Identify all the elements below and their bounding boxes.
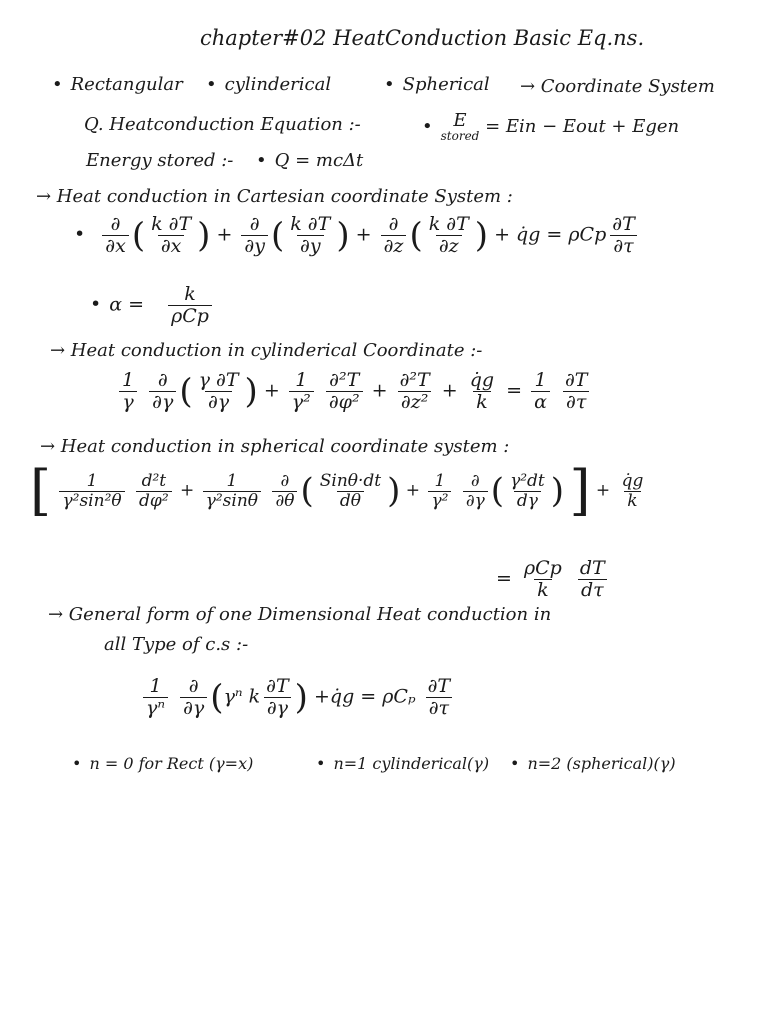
general-equation: $\frac{1}{\text{γⁿ}}$ $\frac{\partial}{\partial\gamma}$ (γⁿ k $\frac{\partial T}{\partial\gamma}$ ) +q̇g = ρCₚ $\frac{\partial T}{\partial\tau}$ xyxy=(140,676,456,719)
spherical-heading: → Heat conduction in spherical coordinate system : xyxy=(40,436,510,457)
bullet-label: Spherical xyxy=(402,74,490,95)
general-form-heading-2: all Type of c.s :- xyxy=(104,634,249,655)
e-stored: E stored xyxy=(440,110,480,143)
spherical-equation-rhs: = $\frac{\text{ρCp}}{k}$ $\frac{dT}{d\tau}$ xyxy=(496,557,605,601)
cylindrical-heading: → Heat conduction in cylinderical Coordinate :- xyxy=(50,340,483,361)
heat-conduction-question: Q. Heatconduction Equation :- xyxy=(84,114,361,135)
energy-stored-equation: • Q = mcΔt xyxy=(256,150,363,171)
n-value-sph: • n=2 (spherical)(γ) xyxy=(510,754,676,773)
n-value-rect: • n = 0 for Rect (γ=x) xyxy=(72,754,253,773)
n-value-cyl: • n=1 cylinderical(γ) xyxy=(316,754,489,773)
general-form-heading: → General form of one Dimensional Heat conduction in xyxy=(48,604,552,625)
cartesian-equation: • $\frac{\partial}{\partial x}$ ( $\frac{k \partial T}{\partial x}$ ) + $\frac{\partial}{\partial y}$ ( $\frac{k \partial T}{\partial y}$ ) + $\frac{\partial}{\partial z}$ ( $\frac{k \partial T}{\partial z}$ ) + q̇g = ρCp $\frac{\partial T}{\partial\tau}$ xyxy=(74,214,641,257)
energy-stored-label: Energy stored :- xyxy=(86,150,234,171)
thermal-diffusivity-equation: • α = $\frac{k}{\text{ρCp}}$ xyxy=(90,284,215,327)
stored-rhs: = Ein − Eout + Egen xyxy=(485,116,680,137)
bullet-label: cylinderical xyxy=(224,74,332,95)
bullet-label: Rectangular xyxy=(70,74,183,95)
cartesian-heading: → Heat conduction in Cartesian coordinate System : xyxy=(36,186,513,207)
cylindrical-equation: $\frac{1}{\gamma}$ $\frac{\partial}{\partial\gamma}$ ( $\frac{\gamma \partial T}{\partial\gamma}$ ) + $\frac{1}{\text{γ²}}$ $\frac{\text{∂²T}}{\text{∂φ²}}$ + $\frac{\text{∂²T}}{\text{∂z²}}$ + $\frac{q̇g}{k}$ = $\frac{1}{\alpha}$ $\frac{\partial T}{\partial\tau}$ xyxy=(116,370,593,413)
bullet-spherical xyxy=(384,74,490,95)
bullet-cylinderical xyxy=(206,74,331,95)
stored-energy-equation xyxy=(422,112,679,142)
page-title: chapter#02 HeatConduction Basic Eq.ns. xyxy=(200,26,645,50)
bullet-rectangular xyxy=(52,74,183,95)
spherical-equation: [ $\frac{1}{\text{γ²sin²θ}}$ $\frac{\text{d²t}}{\text{dφ²}}$ + $\frac{1}{\text{γ²sinθ}}$ $\frac{\partial}{\partial\theta}$ ( $\frac{\text{Sinθ·dt}}{d\theta}$ ) + $\frac{1}{\text{γ²}}$ $\frac{\partial}{\partial\gamma}$ ( $\frac{\text{γ²dt}}{d\gamma}$ ) ] + $\frac{q̇g}{k}$ xyxy=(30,459,644,522)
coordinate-system-label: → Coordinate System xyxy=(520,76,715,97)
